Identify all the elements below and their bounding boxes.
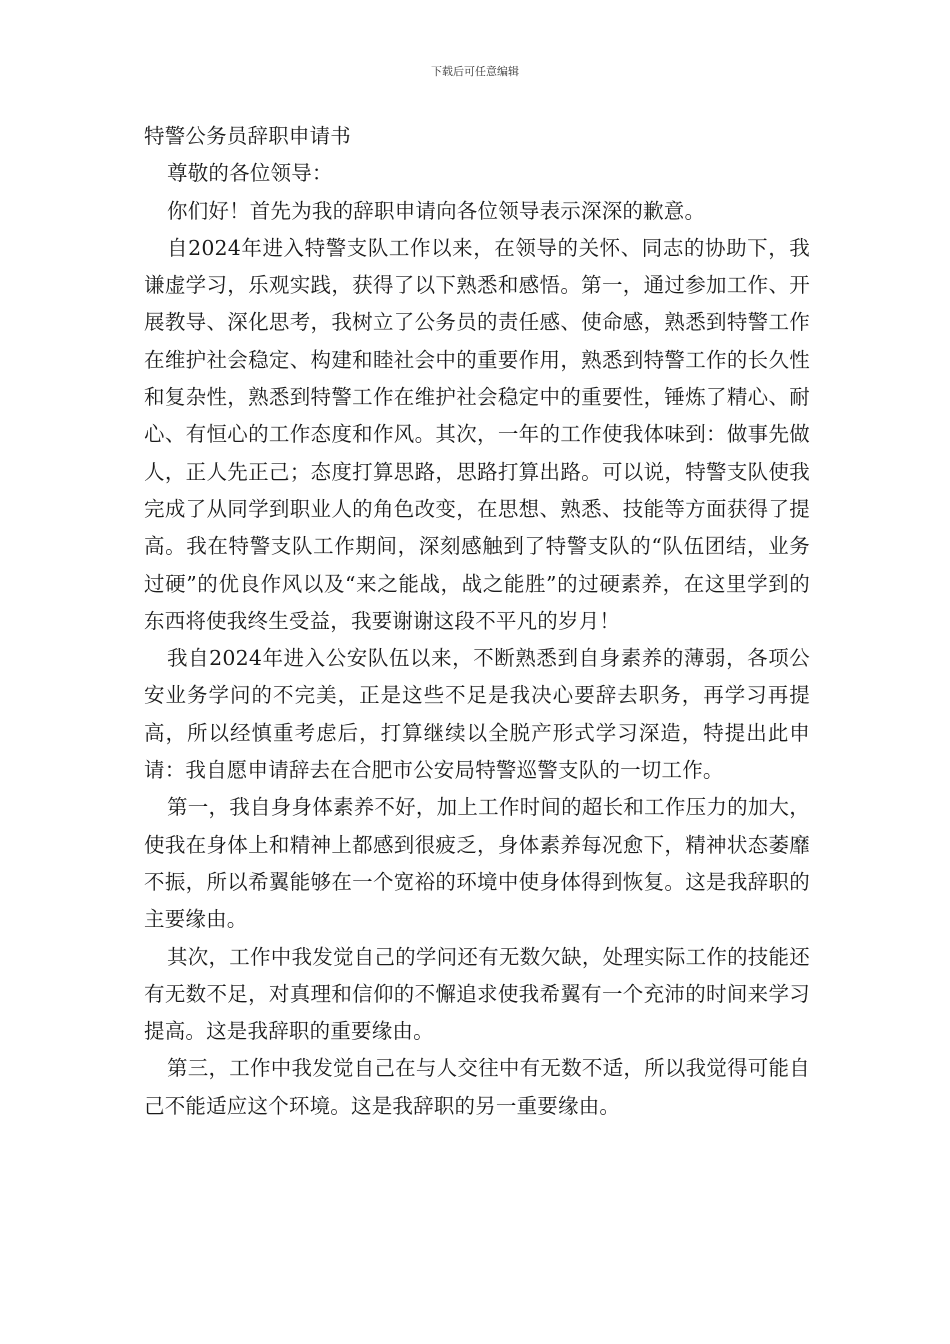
salutation: 尊敬的各位领导： <box>167 161 333 186</box>
paragraph-experience: 自2024年进入特警支队工作以来，在领导的关怀、同志的协助下，我谦虚学习，乐观实践，获得了以下熟悉和感悟。第一，通过参加工作、开展教导、深化思考，我树立了公务员的责任感、使命感，熟悉到特警工作在维护社会稳定、构建和睦社会中的重要作用，熟悉到特警工作的长久性和复杂性，熟悉到特警工作在维护社会稳定中的重要性，锤炼了精心、耐心、有恒心的工作态度和作风。其次，一年的工作使我体味到：做事先做人，正人先正己；态度打算思路，思路打算出路。可以说，特警支队使我完成了从同学到职业人的角色改变，在思想、熟悉、技能等方面获得了提高。我在特警支队工作期间，深刻感触到了特警支队的“队伍团结，业务过硬”的优良作风以及“来之能战，战之能胜”的过硬素养，在这里学到的东西将使我终生受益，我要谢谢这段不平凡的岁月！ <box>144 235 810 633</box>
paragraph-reason-3: 第三，工作中我发觉自己在与人交往中有无数不适，所以我觉得可能自己不能适应这个环境。这是我辞职的另一重要缘由。 <box>144 1056 810 1118</box>
document-title: 特警公务员辞职申请书 <box>144 124 351 148</box>
document-body <box>144 118 810 1125</box>
paragraph-reason-2: 其次，工作中我发觉自己的学问还有无数欠缺，处理实际工作的技能还有无数不足，对真理和信仰的不懈追求使我希翼有一个充沛的时间来学习提高。这是我辞职的重要缘由。 <box>144 944 810 1044</box>
paragraph-greeting: 你们好！首先为我的辞职申请向各位领导表示深深的歉意。 <box>167 198 706 223</box>
paragraph-reason-1: 第一，我自身身体素养不好，加上工作时间的超长和工作压力的加大，使我在身体上和精神上都感到很疲乏，身体素养每况愈下，精神状态萎靡不振，所以希翼能够在一个宽裕的环境中使身体得到恢复。这是我辞职的主要缘由。 <box>144 795 810 932</box>
paragraph-request: 我自2024年进入公安队伍以来，不断熟悉到自身素养的薄弱，各项公安业务学问的不完美，正是这些不足是我决心要辞去职务，再学习再提高，所以经慎重考虑后，打算继续以全脱产形式学习深造，特提出此申请：我自愿申请辞去在合肥市公安局特警巡警支队的一切工作。 <box>144 646 810 783</box>
header-note: 下载后可任意编辑 <box>431 65 519 78</box>
